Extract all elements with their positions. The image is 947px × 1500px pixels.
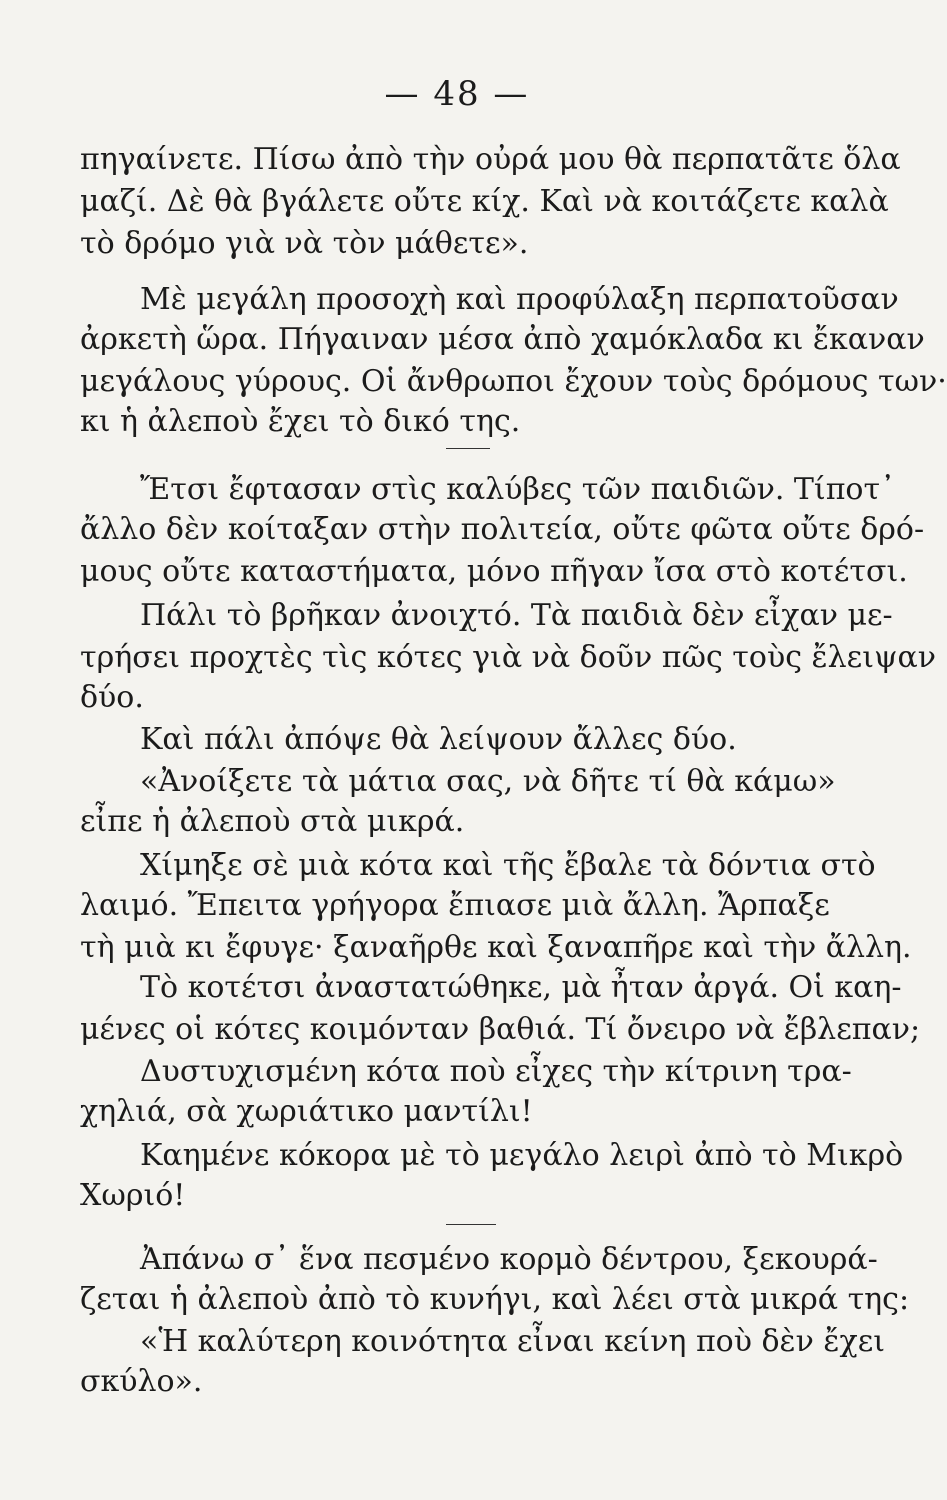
text-line: Τὸ κοτέτσι ἀναστατώθηκε, μὰ ἦταν ἀργά. Οἱ καη- [140, 970, 902, 1005]
text-line: τὸ δρόμο γιὰ νὰ τὸν μάθετε». [80, 226, 529, 261]
text-line: Ἔτσι ἔφτασαν στὶς καλύβες τῶν παιδιῶν. Τίποτ᾽ [140, 472, 896, 507]
text-line: Ἀπάνω σ᾽ ἕνα πεσμένο κορμὸ δέντρου, ξεκουρά- [140, 1242, 878, 1277]
text-line: δύο. [80, 680, 144, 715]
text-line: Χίμηξε σὲ μιὰ κότα καὶ τῆς ἔβαλε τὰ δόντια στὸ [140, 848, 876, 883]
text-line: ζεται ἡ ἀλεποὺ ἀπὸ τὸ κυνήγι, καὶ λέει στὰ μικρά της: [80, 1282, 910, 1317]
text-line: τὴ μιὰ κι ἔφυγε· ξαναῆρθε καὶ ξαναπῆρε καὶ τὴν ἄλλη. [80, 930, 912, 965]
text-line: κι ἡ ἀλεποὺ ἔχει τὸ δικό της. [80, 404, 521, 439]
text-line: μεγάλους γύρους. Οἱ ἄνθρωποι ἔχουν τοὺς δρόμους των· [80, 364, 947, 399]
text-line: σκύλο». [80, 1364, 203, 1399]
text-line: μαζί. Δὲ θὰ βγάλετε οὔτε κίχ. Καὶ νὰ κοιτάζετε καλὰ [80, 184, 889, 219]
text-line: «Ἀνοίξετε τὰ μάτια σας, νὰ δῆτε τί θὰ κάμω» [140, 764, 836, 799]
text-line: ἀρκετὴ ὥρα. Πήγαιναν μέσα ἀπὸ χαμόκλαδα κι ἔκαναν [80, 322, 925, 357]
text-line: Δυστυχισμένη κότα ποὺ εἶχες τὴν κίτρινη τρα- [140, 1054, 852, 1089]
text-line: χηλιά, σὰ χωριάτικο μαντίλι! [80, 1094, 533, 1129]
text-line: Χωριό! [80, 1178, 186, 1213]
section-divider [446, 1224, 496, 1225]
text-line: πηγαίνετε. Πίσω ἀπὸ τὴν οὐρά μου θὰ περπατᾶτε ὅλα [80, 142, 901, 177]
text-line: Μὲ μεγάλη προσοχὴ καὶ προφύλαξη περπατοῦσαν [140, 282, 899, 317]
section-divider [446, 448, 490, 449]
page-number: — 48 — [384, 74, 530, 114]
text-line: μους οὔτε καταστήματα, μόνο πῆγαν ἴσα στὸ κοτέτσι. [80, 554, 908, 589]
text-line: τρήσει προχτὲς τὶς κότες γιὰ νὰ δοῦν πῶς τοὺς ἔλειψαν [80, 640, 936, 675]
text-line: μένες οἱ κότες κοιμόνταν βαθιά. Τί ὄνειρο νὰ ἔβλεπαν; [80, 1012, 921, 1047]
text-line: Καὶ πάλι ἀπόψε θὰ λείψουν ἄλλες δύο. [140, 722, 737, 757]
text-line: ἄλλο δὲν κοίταξαν στὴν πολιτεία, οὔτε φῶτα οὔτε δρό- [80, 512, 925, 547]
text-line: εἶπε ἡ ἀλεποὺ στὰ μικρά. [80, 804, 465, 839]
text-line: Καημένε κόκορα μὲ τὸ μεγάλο λειρὶ ἀπὸ τὸ Μικρὸ [140, 1138, 904, 1173]
text-line: λαιμό. Ἔπειτα γρήγορα ἔπιασε μιὰ ἄλλη. Ἄρπαξε [80, 888, 830, 923]
text-line: Πάλι τὸ βρῆκαν ἀνοιχτό. Τὰ παιδιὰ δὲν εἶχαν με- [140, 598, 893, 633]
text-line: «Ἡ καλύτερη κοινότητα εἶναι κείνη ποὺ δὲν ἔχει [140, 1324, 886, 1359]
